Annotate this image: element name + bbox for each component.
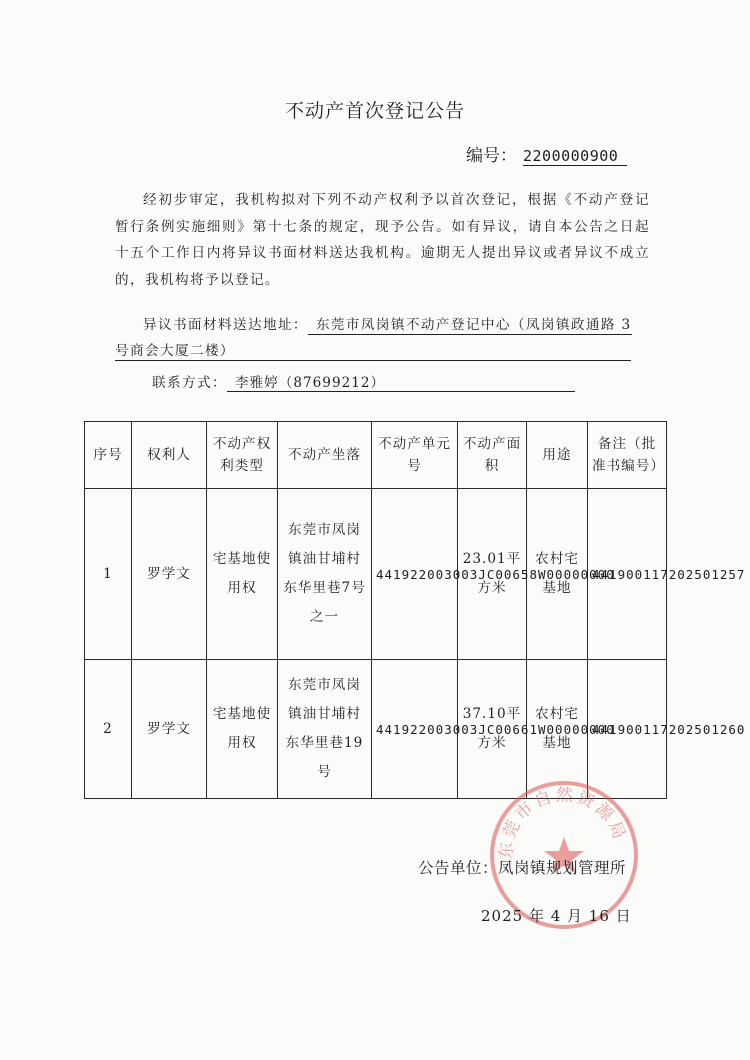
issuing-unit: 公告单位：凤岗镇规划管理所: [418, 859, 627, 877]
cell-right-type: 宅基地使用权: [207, 660, 278, 799]
seal-text: 东莞市自然资源局: [496, 785, 630, 860]
cell-holder: 罗学文: [132, 489, 207, 660]
contact-line: [152, 371, 575, 392]
cell-location: 东莞市凤岗镇油甘埔村东华里巷19号: [278, 660, 372, 799]
document-number-value: 2200000900: [523, 147, 627, 166]
header-area: 不动产面积: [458, 422, 527, 489]
cell-right-type: 宅基地使用权: [207, 489, 278, 660]
document-number: [466, 141, 627, 166]
cell-no: 1: [85, 489, 132, 660]
cell-area: 23.01平方米: [458, 489, 527, 660]
cell-location: 东莞市凤岗镇油甘埔村东华里巷7号之一: [278, 489, 372, 660]
table-row: [85, 489, 667, 660]
cell-usage: 农村宅基地: [527, 489, 588, 660]
cell-area: 37.10平方米: [458, 660, 527, 799]
address-label: 异议书面材料送达地址：: [143, 317, 308, 333]
contact-label: 联系方式：: [152, 375, 227, 391]
document-number-label: 编号：: [466, 146, 517, 166]
cell-no: 2: [85, 660, 132, 799]
address-value-line1: 东莞市凤岗镇不动产登记中心（凤岗镇政通路 3: [308, 317, 632, 335]
table-header-row: [85, 422, 667, 489]
cell-unit-no: 441922003003JC00661W00000000: [372, 660, 458, 799]
contact-value: 李雅婷（87699212）: [227, 371, 575, 392]
header-remark: 备注（批准书编号）: [588, 422, 667, 489]
address-line: [143, 313, 632, 333]
header-unit-no: 不动产单元号: [372, 422, 458, 489]
cell-remark: 441900117202501260: [588, 660, 667, 799]
registration-table: [84, 421, 746, 799]
header-usage: 用途: [527, 422, 588, 489]
header-holder: 权利人: [132, 422, 207, 489]
cell-remark: 441900117202501257: [588, 489, 667, 660]
cell-holder: 罗学文: [132, 660, 207, 799]
header-no: 序号: [85, 422, 132, 489]
issue-date: 2025 年 4 月 16 日: [481, 907, 632, 925]
cell-usage: 农村宅基地: [527, 660, 588, 799]
address-value-line2: 号商会大厦二楼）: [115, 339, 631, 361]
cell-unit-no: 441922003003JC00658W00000000: [372, 489, 458, 660]
page-title: 不动产首次登记公告: [284, 100, 465, 122]
announcement-paragraph: 经初步审定，我机构拟对下列不动产权利予以首次登记，根据《不动产登记暂行条例实施细则》第十七条的规定，现予公告。如有异议，请自本公告之日起十五个工作日内将异议书面材料送达我机构。逾期无人提出异议或者异议不成立的，我机构将予以登记。: [115, 192, 650, 288]
header-right-type: 不动产权利类型: [207, 422, 278, 489]
header-location: 不动产坐落: [278, 422, 372, 489]
